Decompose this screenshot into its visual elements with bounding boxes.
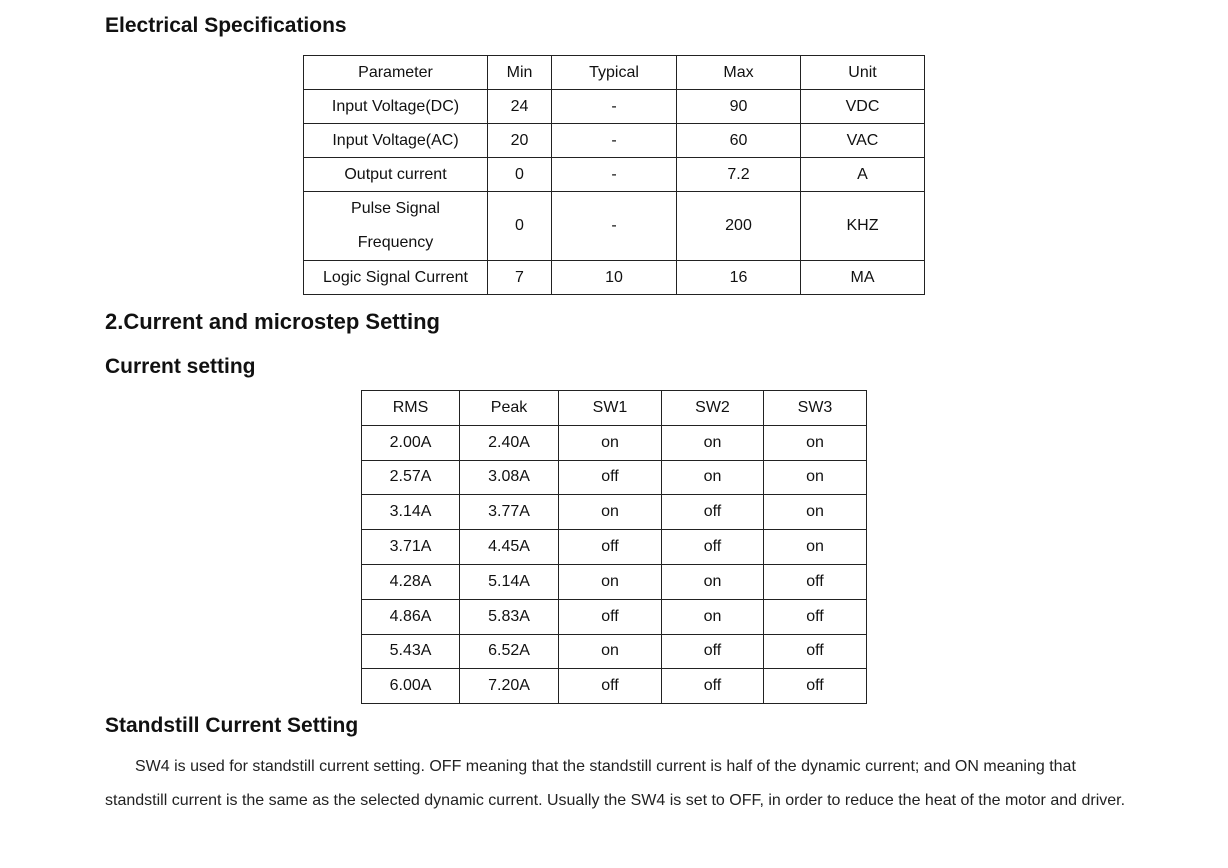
cell-parameter: Logic Signal Current xyxy=(304,261,488,295)
cell-parameter: Output current xyxy=(304,158,488,192)
cell-sw1: on xyxy=(559,564,662,599)
cell-sw1: on xyxy=(559,425,662,460)
cell-min: 24 xyxy=(488,90,552,124)
table-row xyxy=(362,425,867,460)
cell-sw3: on xyxy=(764,425,867,460)
cell-unit: MA xyxy=(801,261,925,295)
cell-typical: - xyxy=(552,158,677,192)
table-row xyxy=(362,460,867,495)
cell-sw2: on xyxy=(662,460,764,495)
table-header-row xyxy=(304,56,925,90)
electrical-specifications-heading: Electrical Specifications xyxy=(105,14,347,37)
cell-sw1: on xyxy=(559,495,662,530)
cell-sw3: off xyxy=(764,564,867,599)
cell-min: 7 xyxy=(488,261,552,295)
section-2-heading: 2.Current and microstep Setting xyxy=(105,309,440,334)
header-typical: Typical xyxy=(552,56,677,90)
cell-parameter: Input Voltage(DC) xyxy=(304,90,488,124)
cell-rms: 2.57A xyxy=(362,460,460,495)
table-row xyxy=(304,90,925,124)
cell-peak: 3.77A xyxy=(460,495,559,530)
cell-typical: - xyxy=(552,124,677,158)
current-setting-heading: Current setting xyxy=(105,355,256,378)
cell-peak: 6.52A xyxy=(460,634,559,669)
cell-peak: 7.20A xyxy=(460,669,559,704)
header-sw3: SW3 xyxy=(764,391,867,426)
cell-parameter xyxy=(304,192,488,261)
cell-sw1: on xyxy=(559,634,662,669)
header-peak: Peak xyxy=(460,391,559,426)
cell-rms: 6.00A xyxy=(362,669,460,704)
cell-unit: A xyxy=(801,158,925,192)
cell-sw2: off xyxy=(662,669,764,704)
table-row xyxy=(362,530,867,565)
cell-peak: 4.45A xyxy=(460,530,559,565)
cell-parameter: Input Voltage(AC) xyxy=(304,124,488,158)
standstill-paragraph: SW4 is used for standstill current setting. OFF meaning that the standstill current is half of the dynamic current; and ON meaning that standstill current is the same as the selected dynamic current. Usually the SW4 is set to OFF, in order to reduce the heat of the motor and driver. xyxy=(105,758,1126,809)
cell-peak: 3.08A xyxy=(460,460,559,495)
table-row xyxy=(362,564,867,599)
header-sw1: SW1 xyxy=(559,391,662,426)
cell-typical: - xyxy=(552,192,677,261)
table-header-row xyxy=(362,391,867,426)
cell-peak: 2.40A xyxy=(460,425,559,460)
cell-rms: 5.43A xyxy=(362,634,460,669)
cell-max: 7.2 xyxy=(677,158,801,192)
cell-sw3: on xyxy=(764,530,867,565)
cell-peak: 5.14A xyxy=(460,564,559,599)
cell-min: 0 xyxy=(488,158,552,192)
electrical-specifications-table xyxy=(303,55,925,295)
cell-typical: - xyxy=(552,90,677,124)
cell-max: 16 xyxy=(677,261,801,295)
cell-rms: 4.86A xyxy=(362,599,460,634)
cell-sw1: off xyxy=(559,599,662,634)
table-row xyxy=(304,158,925,192)
header-min: Min xyxy=(488,56,552,90)
cell-sw2: on xyxy=(662,599,764,634)
cell-rms: 4.28A xyxy=(362,564,460,599)
cell-sw3: on xyxy=(764,495,867,530)
cell-min: 20 xyxy=(488,124,552,158)
table-row xyxy=(362,669,867,704)
table-row xyxy=(304,124,925,158)
cell-sw2: on xyxy=(662,564,764,599)
cell-rms: 3.71A xyxy=(362,530,460,565)
cell-sw3: off xyxy=(764,669,867,704)
cell-sw1: off xyxy=(559,669,662,704)
cell-peak: 5.83A xyxy=(460,599,559,634)
cell-rms: 2.00A xyxy=(362,425,460,460)
table-row xyxy=(362,495,867,530)
cell-unit: KHZ xyxy=(801,192,925,261)
pulse-label-line2: Frequency xyxy=(357,234,434,251)
current-setting-table xyxy=(361,390,867,704)
cell-sw2: off xyxy=(662,530,764,565)
header-unit: Unit xyxy=(801,56,925,90)
cell-sw2: off xyxy=(662,634,764,669)
header-sw2: SW2 xyxy=(662,391,764,426)
cell-max: 60 xyxy=(677,124,801,158)
cell-max: 90 xyxy=(677,90,801,124)
header-rms: RMS xyxy=(362,391,460,426)
cell-sw2: off xyxy=(662,495,764,530)
cell-sw3: off xyxy=(764,634,867,669)
header-max: Max xyxy=(677,56,801,90)
table-row xyxy=(362,599,867,634)
cell-unit: VAC xyxy=(801,124,925,158)
standstill-current-heading: Standstill Current Setting xyxy=(105,714,359,737)
header-parameter: Parameter xyxy=(304,56,488,90)
cell-sw1: off xyxy=(559,460,662,495)
cell-sw3: off xyxy=(764,599,867,634)
cell-sw2: on xyxy=(662,425,764,460)
cell-typical: 10 xyxy=(552,261,677,295)
pulse-label-line1: Pulse Signal xyxy=(351,200,440,217)
table-row xyxy=(304,192,925,261)
cell-sw1: off xyxy=(559,530,662,565)
cell-rms: 3.14A xyxy=(362,495,460,530)
cell-max: 200 xyxy=(677,192,801,261)
table-row xyxy=(362,634,867,669)
cell-unit: VDC xyxy=(801,90,925,124)
cell-min: 0 xyxy=(488,192,552,261)
cell-sw3: on xyxy=(764,460,867,495)
table-row xyxy=(304,261,925,295)
